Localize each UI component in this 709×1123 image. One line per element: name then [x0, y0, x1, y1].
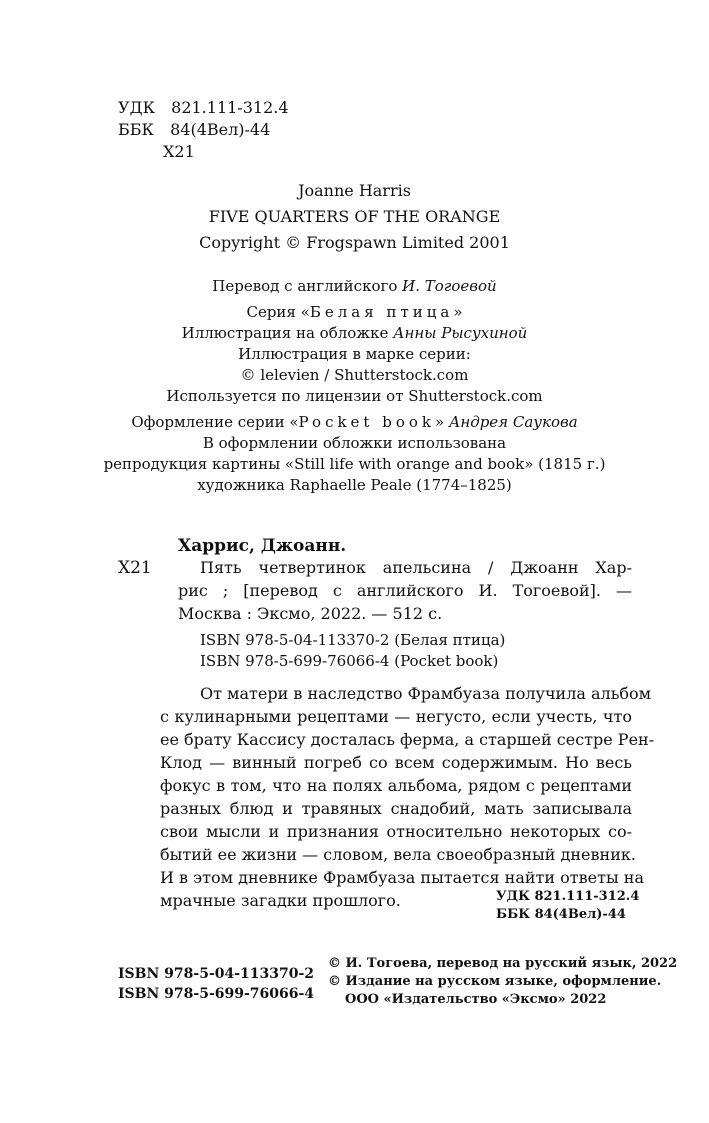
design-credit	[0, 412, 709, 433]
catalog-line-2: рис ; [перевод с английского И. Тогоевой]. —	[178, 581, 632, 600]
original-copyright: Copyright © Frogspawn Limited 2001	[199, 233, 510, 252]
cover-repro-line-1: В оформлении обложки использована	[202, 434, 507, 452]
cover-illustrator: Анны Рысухиной	[393, 324, 528, 342]
original-author: Joanne Harris	[298, 181, 411, 200]
footer-isbn-1: ISBN 978-5-04-113370-2	[118, 966, 315, 982]
bbk-label: ББК	[118, 120, 154, 139]
series-prefix: Серия «	[246, 303, 310, 321]
annotation-udk: УДК 821.111-312.4	[496, 889, 640, 904]
annotation-bbk: ББК 84(4Вел)-44	[496, 907, 626, 922]
catalog-isbn-2: ISBN 978-5-699-76066-4 (Pocket book)	[200, 652, 499, 670]
design-prefix: Оформление серии «	[131, 413, 299, 431]
footer-isbn-2: ISBN 978-5-699-76066-4	[118, 986, 315, 1002]
translation-credit	[0, 276, 709, 297]
annotation-line: ее брату Кассису досталась ферма, а старшей сестре Рен-	[160, 730, 655, 749]
stock-credit: © lelevien / Shutterstock.com	[240, 366, 469, 384]
series-suffix: »	[453, 303, 463, 321]
annotation-line: свои мысли и признания относительно некоторых со-	[160, 822, 632, 841]
catalog-isbn-1: ISBN 978-5-04-113370-2 (Белая птица)	[200, 631, 506, 649]
series-mark-illustration: Иллюстрация в марке серии:	[238, 345, 471, 363]
cover-repro-line-3: художника Raphaelle Peale (1774–1825)	[197, 476, 512, 494]
cover-illustration-prefix: Иллюстрация на обложке	[181, 324, 389, 342]
catalog-line-3: Москва : Эксмо, 2022. — 512 с.	[178, 604, 443, 623]
annotation-line: мрачные загадки прошлого.	[160, 891, 401, 910]
series-name: Белая птица	[309, 303, 454, 321]
annotation-line: фокус в том, что на полях альбома, рядом с рецептами	[160, 776, 632, 795]
cover-repro-line-2: репродукция картины «Still life with orange and book» (1815 г.)	[103, 455, 606, 473]
udk-label: УДК	[118, 98, 155, 117]
annotation-line: разных блюд и травяных снадобий, мать записывала	[160, 799, 632, 818]
footer-copyright-1: © И. Тогоева, перевод на русский язык, 2022	[328, 956, 678, 971]
udk-value: 821.111-312.4	[171, 98, 289, 117]
catalog-mark: Х21	[118, 558, 152, 578]
catalog-author-heading: Харрис, Джоанн.	[178, 536, 347, 556]
design-series: Pocket book	[298, 413, 435, 431]
bbk-value: 84(4Вел)-44	[170, 120, 271, 139]
license-credit: Используется по лицензии от Shutterstock.com	[166, 387, 543, 405]
original-title: FIVE QUARTERS OF THE ORANGE	[208, 207, 501, 226]
annotation-line: И в этом дневнике Фрамбуаза пытается найти ответы на	[160, 868, 644, 887]
cover-illustration-credit	[0, 323, 709, 344]
annotation-line: с кулинарными рецептами — негусто, если учесть, что	[160, 707, 632, 726]
annotation-line: бытий ее жизни — словом, вела своеобразный дневник.	[160, 845, 636, 864]
design-suffix: »	[434, 413, 445, 431]
translator-name: И. Тогоевой	[402, 277, 497, 295]
footer-copyright-3: ООО «Издательство «Эксмо» 2022	[345, 992, 607, 1007]
series-credit	[0, 302, 709, 323]
bbk-line	[118, 119, 270, 141]
catalog-line-1: Пять четвертинок апельсина / Джоанн Хар-	[200, 558, 632, 577]
author-mark: Х21	[163, 142, 195, 161]
designer-name: Андрея Саукова	[448, 413, 578, 431]
annotation-line: Клод — винный погреб со всем содержимым. Но весь	[160, 753, 632, 772]
annotation-line: От матери в наследство Фрамбуаза получила альбом	[200, 684, 652, 703]
udk-line	[118, 97, 289, 119]
translation-prefix: Перевод с английского	[212, 277, 398, 295]
footer-copyright-2: © Издание на русском языке, оформление.	[328, 974, 662, 989]
